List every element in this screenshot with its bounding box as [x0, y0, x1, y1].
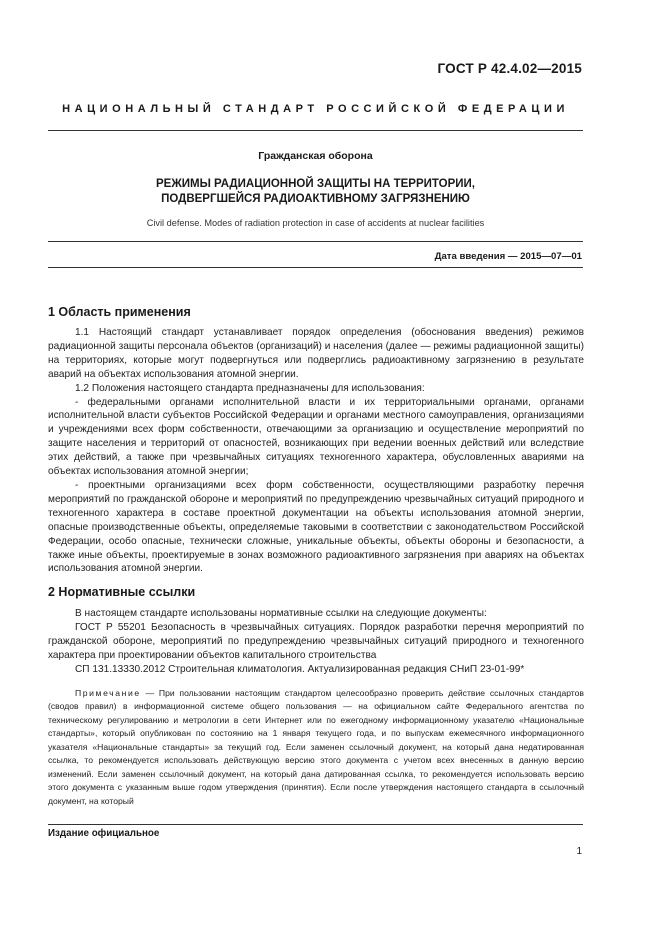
header-divider	[48, 130, 583, 131]
paragraph-1-1: 1.1 Настоящий стандарт устанавливает порядок определения (обоснования введения) режимов радиационной защиты персонала объектов (организаций) и населения (далее — режимы радиационной защиты) на территориях, которые могут подвергнуться или подверглись радиоактивному загрязнению в результате аварий на объектах использования атомной энергии.	[48, 327, 584, 380]
document-title-line-2: ПОДВЕРГШЕЙСЯ РАДИОАКТИВНОМУ ЗАГРЯЗНЕНИЮ	[161, 193, 470, 205]
note-label: Примечание	[75, 688, 141, 698]
footer-divider	[48, 824, 583, 825]
document-title	[48, 177, 583, 207]
reference-sp-131: СП 131.13330.2012 Строительная климатология. Актуализированная редакция СНиП 23-01-99*	[75, 663, 525, 675]
date-divider-top	[48, 241, 583, 242]
section-1-body	[48, 326, 584, 576]
list-item-federal-bodies: - федеральными органами исполнительной власти и их территориальными органами, органами исполнительной власти субъектов Российской Федерации и органами местного самоуправления, организациями и учреждениями всех форм собственности, отвечающими за организацию и осуществление мероприятий по защите населения и территорий от опасностей, возникающих при ведении военных действий или вследствие этих действий, а также при чрезвычайных ситуациях техногенного характера, обусловленных авариями на объектах использования атомной энергии;	[48, 396, 584, 478]
paragraph-1-2: 1.2 Положения настоящего стандарта предназначены для использования:	[75, 382, 425, 394]
list-item-design-organizations: - проектными организациями всех форм собственности, осуществляющими разработку перечня мероприятий по гражданской обороне и мероприятий по предупреждению чрезвычайных ситуаций природного и техногенного характера в составе проектной документации на объекты использования атомной энергии, опасные производственные объекты, определяемые таковыми в соответствии с законодательством Российской Федерации, особо опасные, технически сложные, уникальные объекты, объекты обороны и безопасности, а также иные объекты, проектируемые в зонах возможного радиоактивного загрязнения при авариях на объектах использования атомной энергии.	[48, 479, 584, 575]
reference-gost-55201: ГОСТ Р 55201 Безопасность в чрезвычайных ситуациях. Порядок разработки перечня мероприятий по гражданской обороне, мероприятий по предупреждению чрезвычайных ситуаций природного и техногенного характера при проектировании объектов капитального строительства	[48, 621, 584, 661]
document-code: ГОСТ Р 42.4.02—2015	[437, 61, 582, 76]
introduction-date: Дата введения — 2015—07—01	[434, 251, 582, 262]
standard-type-header: НАЦИОНАЛЬНЫЙ СТАНДАРТ РОССИЙСКОЙ ФЕДЕРАЦИИ	[62, 103, 569, 115]
english-title: Civil defense. Modes of radiation protection in case of accidents at nuclear facilities	[146, 218, 485, 228]
section-2-title: 2 Нормативные ссылки	[48, 585, 196, 599]
document-title-line-1: РЕЖИМЫ РАДИАЦИОННОЙ ЗАЩИТЫ НА ТЕРРИТОРИИ,	[156, 178, 475, 190]
page-number: 1	[576, 846, 582, 857]
section-2-body	[48, 607, 584, 677]
official-edition-label: Издание официальное	[48, 828, 160, 839]
date-divider-bottom	[48, 267, 583, 268]
note-text: — При пользовании настоящим стандартом целесообразно проверить действие ссылочных стандартов (сводов правил) в информационной системе общего пользования — на официальном сайте Федерального агентства по техническому регулированию и метрологии в сети Интернет или по ежегодному информационному указателю «Национальные стандарты», который опубликован по состоянию на 1 января текущего года, и по выпускам ежемесячного информационного указателя «Национальные стандарты» за текущий год. Если заменен ссылочный документ, на который дана недатированная ссылка, то рекомендуется использовать действующую версию этого документа с учетом всех внесенных в данную версию изменений. Если заменен ссылочный документ, на который дана датированная ссылка, то рекомендуется использовать версию этого документа с указанным выше годом утверждения (принятия). Если после утверждения настоящего стандарта в ссылочный документ, на который	[48, 688, 584, 806]
section-1-title: 1 Область применения	[48, 305, 191, 319]
references-note	[48, 687, 584, 808]
document-subtitle: Гражданская оборона	[258, 150, 373, 162]
references-intro: В настоящем стандарте использованы нормативные ссылки на следующие документы:	[75, 608, 487, 619]
